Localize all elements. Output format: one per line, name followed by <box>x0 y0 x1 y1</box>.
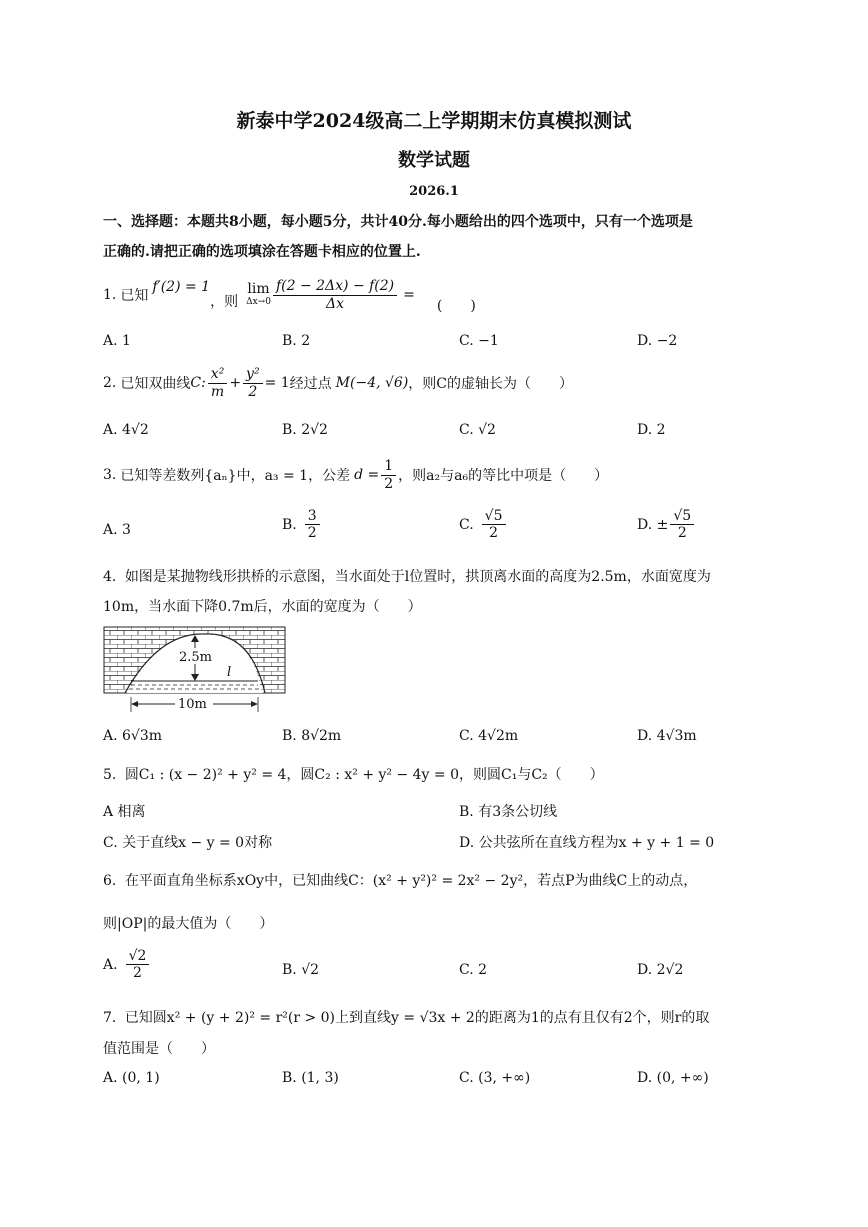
q1-fraction <box>273 278 397 311</box>
q5-text: 圆C₁ : (x − 2)² + y² = 4，圆C₂ : x² + y² − 4y = 0，则圆C₁与C₂（ ） <box>124 767 604 783</box>
question-1 <box>103 270 476 320</box>
q1-blank: ( ) <box>436 298 476 314</box>
q1-numerator: f(2 − 2Δx) − f(2) <box>273 278 397 295</box>
question-3 <box>103 450 608 500</box>
q1-mid: ，则 <box>210 294 239 310</box>
q2-mid: 经过点 <box>289 376 332 392</box>
q5-option-d[interactable]: D. 公共弦所在直线方程为x + y + 1 = 0 <box>459 835 715 851</box>
q4-number: 4. <box>103 569 117 585</box>
q3-text-b: ，则a₂与a₆的等比中项是（ ） <box>398 468 609 484</box>
q3-text-a: 已知等差数列{aₙ}中，a₃ = 1，公差 <box>120 468 351 484</box>
q6-option-b[interactable]: B. √2 <box>282 962 320 978</box>
q3-option-d[interactable] <box>637 508 696 541</box>
q2-option-b[interactable]: B. 2√2 <box>282 422 328 438</box>
fig-width-label: 10m <box>178 697 207 712</box>
q1-lim-sub: Δx→0 <box>246 296 271 307</box>
q4-option-b[interactable]: B. 8√2m <box>282 728 342 744</box>
q2-point: M(−4, √6) <box>335 375 409 391</box>
q2-prefix: 已知双曲线 <box>120 376 191 392</box>
q1-option-c[interactable]: C. −1 <box>459 333 499 349</box>
fig-height-label: 2.5m <box>179 650 213 665</box>
q3-optd-num: √5 <box>670 508 694 525</box>
q1-lim: lim <box>247 281 270 298</box>
q3-fraction <box>381 458 396 491</box>
q2-f1-num: x² <box>208 366 228 383</box>
q2-fraction-y <box>243 366 263 399</box>
q7-text-line1: 已知圆x² + (y + 2)² = r²(r > 0)上到直线y = √3x + 2的距离为1的点有且仅有2个，则r的取 <box>124 1010 710 1026</box>
question-5 <box>103 764 604 784</box>
exam-title: 新泰中学2024级高二上学期期末仿真模拟测试 <box>236 110 632 132</box>
q3-number: 3. <box>103 467 117 483</box>
q6-opta-den: 2 <box>133 965 142 982</box>
q3-optc-frac <box>482 508 506 541</box>
q1-denominator: Δx <box>326 295 345 312</box>
q6-text-line2: 则|OP|的最大值为（ ） <box>103 916 274 932</box>
q6-opta-frac <box>126 948 150 981</box>
q1-prefix: 已知 <box>120 288 149 304</box>
q6-option-c[interactable]: C. 2 <box>459 962 488 978</box>
q7-option-b[interactable]: B. (1, 3) <box>282 1070 339 1086</box>
q4-text-line2: 10m，当水面下降0.7m后，水面的宽度为（ ） <box>103 599 422 615</box>
section-heading-line1: 一、选择题：本题共8小题，每小题5分，共计40分.每小题给出的四个选项中，只有一个选项是 <box>103 214 693 230</box>
q7-text-line2: 值范围是（ ） <box>103 1041 215 1057</box>
q7-option-d[interactable]: D. (0, +∞) <box>637 1070 709 1086</box>
q6-text-line1: 在平面直角坐标系xOy中，已知曲线C：(x² + y²)² = 2x² − 2y²，若点P为曲线C上的动点， <box>124 873 698 889</box>
q6-number: 6. <box>103 873 117 889</box>
q3-optb-label: B. <box>282 516 297 533</box>
q2-curve: C: <box>190 375 206 391</box>
q1-option-b[interactable]: B. 2 <box>282 333 311 349</box>
question-6-line1 <box>103 870 697 890</box>
q6-option-a[interactable] <box>103 948 151 981</box>
q3-d-den: 2 <box>384 475 394 492</box>
q3-optc-label: C. <box>459 516 474 533</box>
q2-option-c[interactable]: C. √2 <box>459 422 496 438</box>
question-4-line1 <box>103 566 711 586</box>
q5-option-c[interactable]: C. 关于直线x − y = 0对称 <box>103 835 273 851</box>
q2-suffix: ，则C的虚轴长为（ ） <box>408 376 574 392</box>
q2-option-d[interactable]: D. 2 <box>637 422 666 438</box>
q4-text-line1: 如图是某抛物线形拱桥的示意图，当水面处于l位置时，拱顶离水面的高度为2.5m，水面宽度为 <box>124 569 711 585</box>
q1-condition: f′(2) = 1 <box>152 279 211 295</box>
q5-option-b[interactable]: B. 有3条公切线 <box>459 804 558 820</box>
q3-option-b[interactable] <box>282 508 322 541</box>
q4-option-d[interactable]: D. 4√3m <box>637 728 697 744</box>
fig-l-label: l <box>227 665 232 680</box>
q5-number: 5. <box>103 767 117 783</box>
q3-d-num: 1 <box>381 458 396 475</box>
q3-option-a[interactable]: A. 3 <box>103 522 131 538</box>
exam-date: 2026.1 <box>409 184 459 199</box>
q3-optc-num: √5 <box>482 508 506 525</box>
arch-bridge-figure <box>103 626 286 714</box>
arch-bridge-diagram <box>103 626 286 714</box>
q2-f2-den: 2 <box>248 383 258 400</box>
q3-optc-den: 2 <box>489 525 499 542</box>
q5-option-a[interactable]: A 相离 <box>103 804 146 820</box>
q6-opta-label: A. <box>103 956 118 973</box>
q3-optb-num: 3 <box>305 508 320 525</box>
q4-option-c[interactable]: C. 4√2m <box>459 728 519 744</box>
q1-limit <box>246 282 271 307</box>
q2-number: 2. <box>103 375 117 391</box>
q3-optd-label: D. ± <box>637 516 669 533</box>
q1-option-a[interactable]: A. 1 <box>103 333 131 349</box>
q2-fraction-x <box>208 366 228 399</box>
exam-subtitle: 数学试题 <box>398 150 470 171</box>
q3-optd-frac <box>670 508 694 541</box>
q2-option-a[interactable]: A. 4√2 <box>103 422 149 438</box>
q1-equals: = <box>403 287 415 303</box>
q2-equals: = 1 <box>264 375 290 391</box>
q3-optd-den: 2 <box>677 525 687 542</box>
q1-option-d[interactable]: D. −2 <box>637 333 678 349</box>
q7-option-c[interactable]: C. (3, +∞) <box>459 1070 531 1086</box>
q6-option-d[interactable]: D. 2√2 <box>637 962 684 978</box>
q3-d: d = <box>354 467 380 483</box>
q3-option-c[interactable] <box>459 508 508 541</box>
q3-optb-frac <box>305 508 320 541</box>
q1-number: 1. <box>103 287 117 303</box>
q3-optb-den: 2 <box>307 525 317 542</box>
q4-option-a[interactable]: A. 6√3m <box>103 728 163 744</box>
q2-f1-den: m <box>210 383 225 400</box>
section-heading-line2: 正确的.请把正确的选项填涂在答题卡相应的位置上. <box>103 244 421 260</box>
q7-option-a[interactable]: A. (0, 1) <box>103 1070 160 1086</box>
question-2: 2. 已知双曲线 C: $\frac{\text{x²}}{m}$ + $\frac{\text{y²}}{2}$ = 1 经过点 M(−4, √6) ，则C的虚轴长为（ ） <box>103 366 574 400</box>
question-7-line1 <box>103 1007 709 1027</box>
q7-number: 7. <box>103 1010 117 1026</box>
q2-f2-num: y² <box>243 366 263 383</box>
q6-opta-num: √2 <box>126 948 150 965</box>
